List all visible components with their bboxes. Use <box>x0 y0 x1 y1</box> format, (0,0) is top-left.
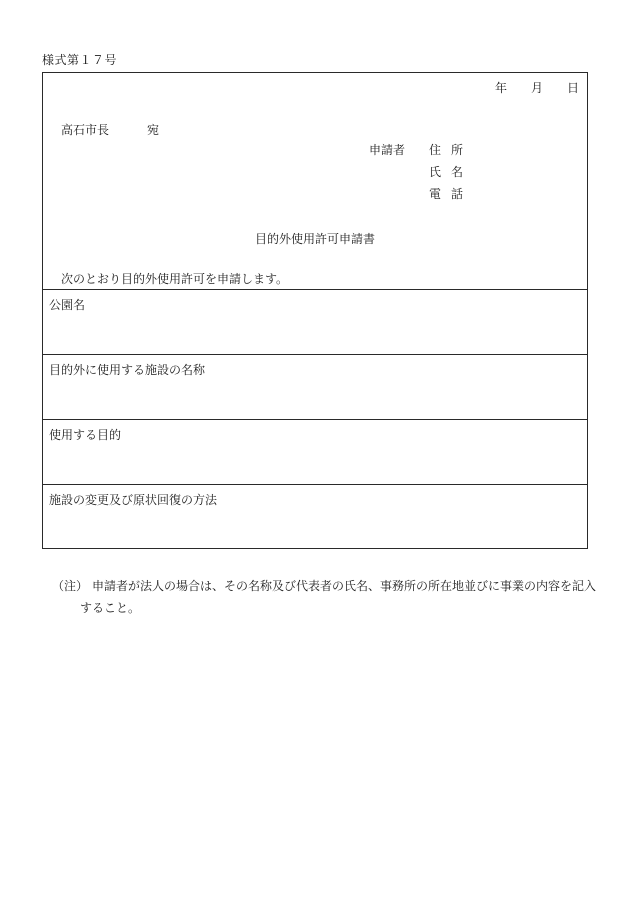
application-form-frame <box>42 72 588 549</box>
facility-name-label: 目的外に使用する施設の名称 <box>49 363 206 377</box>
addressee <box>61 121 159 138</box>
applicant-label: 申請者 <box>369 143 406 157</box>
date-line <box>495 79 579 96</box>
purpose-field[interactable] <box>43 419 587 484</box>
date-day-label: 日 <box>566 81 579 95</box>
restoration-method-label: 施設の変更及び原状回復の方法 <box>49 493 218 507</box>
restoration-method-field[interactable] <box>43 484 587 549</box>
facility-name-field[interactable] <box>43 354 587 419</box>
note-mark: （注） <box>52 579 89 593</box>
intro-text: 次のとおり目的外使用許可を申請します。 <box>61 272 289 286</box>
addressee-name: 高石市長 <box>61 123 110 137</box>
park-name-label: 公園名 <box>49 298 86 312</box>
purpose-label: 使用する目的 <box>49 428 122 442</box>
document-title: 目的外使用許可申請書 <box>254 232 375 246</box>
applicant-name-label: 氏名 <box>429 165 474 179</box>
park-name-field[interactable] <box>43 289 587 354</box>
applicant-address-label: 住所 <box>429 143 474 157</box>
note-line-2: すること。 <box>80 601 141 615</box>
form-number: 様式第１７号 <box>42 53 118 67</box>
date-month-label: 月 <box>530 81 543 95</box>
addressee-suffix: 宛 <box>147 123 160 137</box>
note-line-1: 申請者が法人の場合は、その名称及び代表者の氏名、事務所の所在地並びに事業の内容を記入 <box>92 579 597 593</box>
date-year-label: 年 <box>494 81 507 95</box>
applicant-phone-label: 電話 <box>429 187 474 201</box>
note <box>52 575 600 619</box>
